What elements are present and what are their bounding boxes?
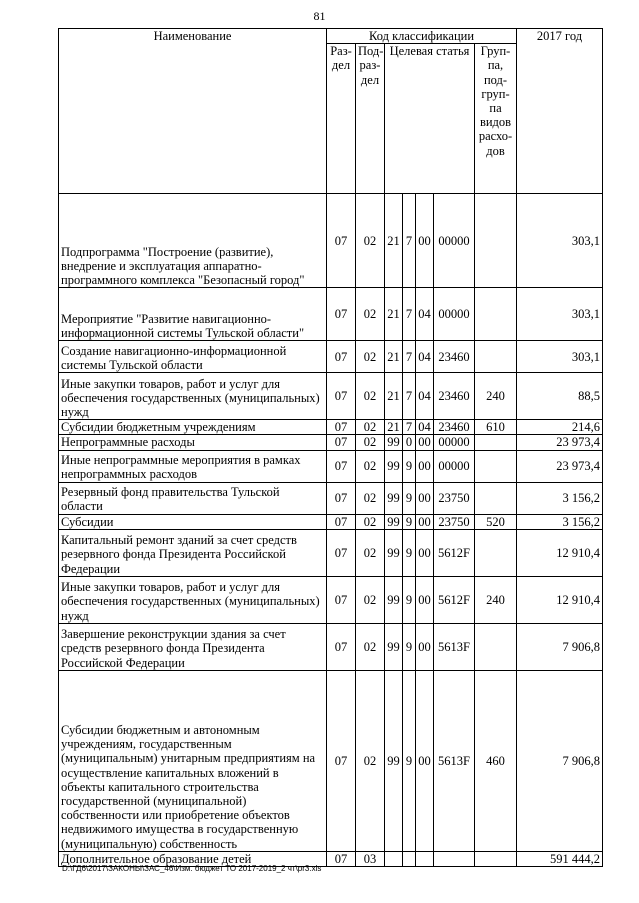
row-name: Непрограммные расходы	[59, 435, 327, 450]
file-path-footer: D:\ГД6\2017\ЗАКОНЫ\ЗАС_46\Изм. бюджет ТО 2017-2019_2 чт\pr3.xls	[62, 864, 322, 873]
row-target-code: 23750	[434, 514, 475, 529]
row-name: Иные непрограммные мероприятия в рамках непрограммных расходов	[59, 450, 327, 482]
row-expense-type: 610	[475, 420, 517, 435]
row-expense-type	[475, 623, 517, 670]
row-subsection: 02	[356, 514, 385, 529]
row-section: 07	[327, 670, 356, 851]
row-target-direction: 00	[416, 450, 434, 482]
row-name: Подпрограмма "Построение (развитие), внедрение и эксплуатация аппаратно-программного комплекса "Безопасный город"	[59, 194, 327, 288]
row-target-direction: 00	[416, 514, 434, 529]
header-name: Наименование	[59, 29, 327, 194]
budget-table	[58, 28, 603, 867]
row-target-direction: 04	[416, 288, 434, 341]
row-target-type: 7	[403, 420, 416, 435]
row-section: 07	[327, 482, 356, 514]
row-target-direction: 00	[416, 482, 434, 514]
row-expense-type	[475, 529, 517, 576]
row-amount: 303,1	[517, 194, 603, 288]
row-amount: 88,5	[517, 373, 603, 420]
row-expense-type	[475, 288, 517, 341]
row-target-program: 21	[385, 373, 403, 420]
row-target-direction: 00	[416, 529, 434, 576]
row-section: 07	[327, 194, 356, 288]
row-target-code: 5613F	[434, 623, 475, 670]
row-target-program: 99	[385, 435, 403, 450]
row-target-type: 9	[403, 529, 416, 576]
row-target-code: 00000	[434, 450, 475, 482]
table-row	[59, 623, 603, 670]
table-row	[59, 194, 603, 288]
row-target-code: 5612F	[434, 529, 475, 576]
table-row	[59, 341, 603, 373]
row-target-type: 7	[403, 373, 416, 420]
row-target-code: 00000	[434, 435, 475, 450]
row-section: 07	[327, 373, 356, 420]
row-subsection: 02	[356, 450, 385, 482]
table-row	[59, 288, 603, 341]
row-target-code	[434, 851, 475, 866]
row-target-program: 99	[385, 482, 403, 514]
row-amount: 3 156,2	[517, 514, 603, 529]
row-amount: 214,6	[517, 420, 603, 435]
row-target-type	[403, 851, 416, 866]
row-subsection: 02	[356, 623, 385, 670]
row-section: 07	[327, 341, 356, 373]
row-name: Мероприятие "Развитие навигационно-информационной системы Тульской области"	[59, 288, 327, 341]
row-section: 07	[327, 623, 356, 670]
row-subsection: 02	[356, 288, 385, 341]
row-section: 07	[327, 450, 356, 482]
row-target-code: 00000	[434, 288, 475, 341]
row-target-program: 21	[385, 288, 403, 341]
header-section: Раз- дел	[327, 44, 356, 194]
header-subsection: Под- раз- дел	[356, 44, 385, 194]
row-expense-type: 240	[475, 576, 517, 623]
row-amount: 303,1	[517, 288, 603, 341]
row-target-type: 9	[403, 514, 416, 529]
table-row	[59, 435, 603, 450]
row-target-code: 00000	[434, 194, 475, 288]
row-target-program: 99	[385, 514, 403, 529]
row-expense-type	[475, 194, 517, 288]
row-name: Резервный фонд правительства Тульской области	[59, 482, 327, 514]
page-number: 81	[313, 9, 326, 23]
row-subsection: 02	[356, 576, 385, 623]
row-target-type: 9	[403, 576, 416, 623]
header-year: 2017 год	[517, 29, 603, 194]
row-target-program: 99	[385, 623, 403, 670]
row-expense-type	[475, 450, 517, 482]
row-target-direction: 04	[416, 373, 434, 420]
row-name: Субсидии бюджетным учреждениям	[59, 420, 327, 435]
row-target-program: 21	[385, 420, 403, 435]
header-code-group: Код классификации	[327, 29, 517, 44]
row-subsection: 02	[356, 373, 385, 420]
row-name: Дополнительное образование детей	[59, 851, 327, 866]
row-target-direction: 00	[416, 576, 434, 623]
row-amount: 303,1	[517, 341, 603, 373]
row-section: 07	[327, 420, 356, 435]
row-section: 07	[327, 435, 356, 450]
row-target-program: 99	[385, 576, 403, 623]
row-subsection: 02	[356, 341, 385, 373]
header-target-article: Целевая статья	[385, 44, 475, 194]
row-name: Создание навигационно-информационной системы Тульской области	[59, 341, 327, 373]
table-row	[59, 514, 603, 529]
row-amount: 7 906,8	[517, 623, 603, 670]
table-row	[59, 482, 603, 514]
row-target-code: 23750	[434, 482, 475, 514]
row-target-type: 9	[403, 670, 416, 851]
row-subsection: 02	[356, 529, 385, 576]
table-row	[59, 670, 603, 851]
row-expense-type	[475, 482, 517, 514]
row-section: 07	[327, 514, 356, 529]
row-name: Капитальный ремонт зданий за счет средств резервного фонда Президента Российской Федерации	[59, 529, 327, 576]
row-name: Иные закупки товаров, работ и услуг для обеспечения государственных (муниципальных) нужд	[59, 373, 327, 420]
row-name: Субсидии бюджетным и автономным учреждениям, государственным (муниципальным) унитарным предприятиям на осуществление капитальных вложений в объекты капитального строительства государственной (муниципальной) собственности или приобретение объектов недвижимого имущества в государственную (муниципальную) собственность	[59, 670, 327, 851]
row-amount: 3 156,2	[517, 482, 603, 514]
row-expense-type: 240	[475, 373, 517, 420]
row-amount: 12 910,4	[517, 529, 603, 576]
row-amount: 12 910,4	[517, 576, 603, 623]
row-amount: 7 906,8	[517, 670, 603, 851]
row-amount: 23 973,4	[517, 435, 603, 450]
row-target-direction: 04	[416, 341, 434, 373]
row-target-code: 23460	[434, 420, 475, 435]
row-expense-type	[475, 341, 517, 373]
row-section: 07	[327, 288, 356, 341]
row-target-type: 9	[403, 482, 416, 514]
row-target-code: 23460	[434, 373, 475, 420]
row-target-program: 99	[385, 670, 403, 851]
row-target-program	[385, 851, 403, 866]
row-target-program: 99	[385, 450, 403, 482]
row-section: 07	[327, 851, 356, 866]
row-subsection: 02	[356, 670, 385, 851]
row-target-type: 0	[403, 435, 416, 450]
table-row	[59, 450, 603, 482]
row-subsection: 03	[356, 851, 385, 866]
row-target-program: 21	[385, 194, 403, 288]
row-target-type: 7	[403, 341, 416, 373]
row-subsection: 02	[356, 482, 385, 514]
row-expense-type	[475, 851, 517, 866]
row-amount: 23 973,4	[517, 450, 603, 482]
row-target-code: 5613F	[434, 670, 475, 851]
row-target-type: 9	[403, 450, 416, 482]
table-row	[59, 420, 603, 435]
row-target-program: 99	[385, 529, 403, 576]
row-name: Иные закупки товаров, работ и услуг для обеспечения государственных (муниципальных) нужд	[59, 576, 327, 623]
row-subsection: 02	[356, 420, 385, 435]
row-target-program: 21	[385, 341, 403, 373]
table-row	[59, 529, 603, 576]
row-amount: 591 444,2	[517, 851, 603, 866]
row-expense-type: 520	[475, 514, 517, 529]
row-target-direction: 04	[416, 420, 434, 435]
row-subsection: 02	[356, 194, 385, 288]
row-name: Субсидии	[59, 514, 327, 529]
row-target-direction: 00	[416, 670, 434, 851]
row-name: Завершение реконструкции здания за счет средств резервного фонда Президента Российской Федерации	[59, 623, 327, 670]
row-section: 07	[327, 529, 356, 576]
row-target-direction: 00	[416, 194, 434, 288]
row-expense-type: 460	[475, 670, 517, 851]
row-subsection: 02	[356, 435, 385, 450]
row-target-type: 7	[403, 288, 416, 341]
row-target-code: 23460	[434, 341, 475, 373]
table-row	[59, 373, 603, 420]
table-row	[59, 576, 603, 623]
row-target-direction: 00	[416, 623, 434, 670]
header-expense-group: Груп- па, под- груп- па видов расхо- дов	[475, 44, 517, 194]
row-target-code: 5612F	[434, 576, 475, 623]
row-target-direction: 00	[416, 435, 434, 450]
row-expense-type	[475, 435, 517, 450]
row-target-direction	[416, 851, 434, 866]
row-target-type: 7	[403, 194, 416, 288]
row-section: 07	[327, 576, 356, 623]
row-target-type: 9	[403, 623, 416, 670]
